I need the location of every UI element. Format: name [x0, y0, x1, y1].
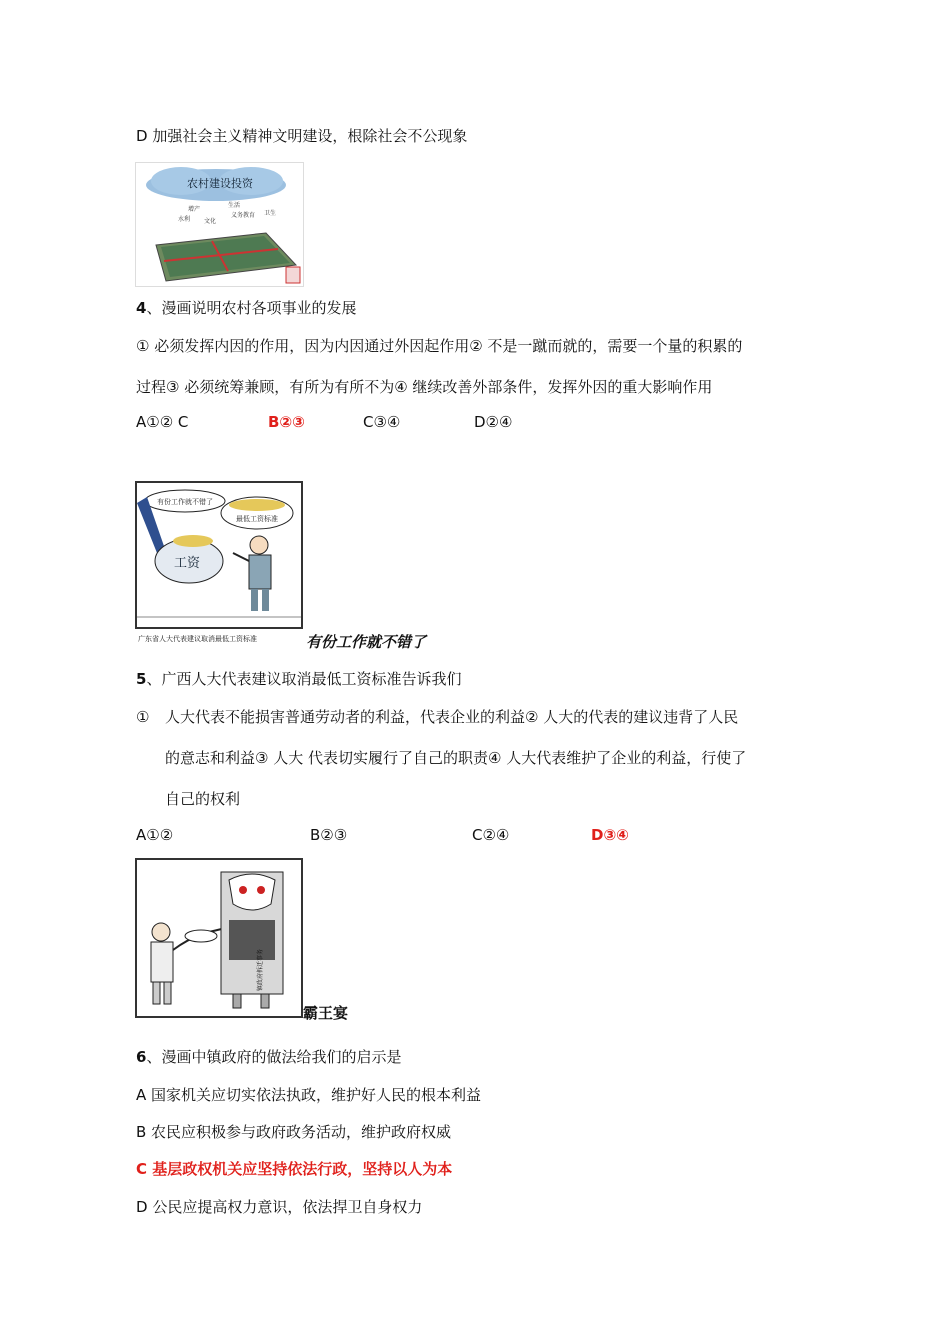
q5-option-c: C②④	[472, 826, 510, 844]
svg-text:最低工资标准: 最低工资标准	[236, 515, 278, 523]
svg-text:镇政府拆迁事务: 镇政府拆迁事务	[257, 948, 264, 992]
svg-text:水利: 水利	[178, 216, 191, 223]
cartoon2-caption: 广东省人大代表建议取消最低工资标准	[138, 635, 257, 643]
q6-option-b: B 农民应积极参与政府政务活动，维护政府权威	[136, 1123, 452, 1141]
q5-option-a: A①②	[136, 826, 174, 844]
svg-text:有份工作就不错了: 有份工作就不错了	[157, 498, 213, 506]
q6-option-c-answer: C 基层政权机关应坚持依法行政，坚持以人为本	[136, 1160, 453, 1178]
q6-stem: 6、漫画中镇政府的做法给我们的启示是	[136, 1048, 402, 1066]
q4-stem: 4、漫画说明农村各项事业的发展	[136, 299, 357, 317]
q4-statements-line2: 过程③ 必须统筹兼顾，有所为有所不为④ 继续改善外部条件，发挥外因的重大影响作用	[136, 378, 713, 396]
q5-marker: ①	[136, 708, 150, 726]
cartoon-hongmen-banquet	[135, 858, 303, 1018]
q4-option-c: C③④	[363, 413, 401, 431]
q5-statements-line3: 自己的权利	[165, 790, 241, 808]
q5-stem: 5、广西人大代表建议取消最低工资标准告诉我们	[136, 670, 462, 688]
q5-option-d-answer: D③④	[591, 826, 629, 844]
q4-option-b-answer: B②③	[268, 413, 305, 431]
cartoon3-title: 霸王宴	[303, 1004, 349, 1022]
q5-statements-line2: 的意志和利益③ 人大 代表切实履行了自己的职责④ 人大代表维护了企业的利益，行使了	[165, 749, 747, 767]
svg-text:工资: 工资	[173, 556, 201, 571]
q4-option-d: D②④	[474, 413, 513, 431]
q4-statements-line1: ① 必须发挥内因的作用，因为内因通过外因起作用② 不是一蹴而就的，需要一个量的积累的	[136, 337, 743, 355]
svg-text:文化: 文化	[204, 218, 217, 225]
cartoon2-title: 有份工作就不错了	[306, 633, 427, 651]
cartoon-rural-investment	[135, 162, 304, 287]
q5-option-b: B②③	[310, 826, 348, 844]
svg-text:卫生: 卫生	[264, 210, 277, 217]
svg-text:增产: 增产	[188, 206, 201, 213]
svg-text:生活: 生活	[228, 202, 241, 209]
cloud-text: 农村建设投资	[187, 177, 253, 190]
q3-option-d: D 加强社会主义精神文明建设，根除社会不公现象	[136, 127, 468, 145]
q5-statements-line1: 人大代表不能损害普通劳动者的利益，代表企业的利益② 人大的代表的建议违背了人民	[165, 708, 739, 726]
q6-option-d: D 公民应提高权力意识，依法捍卫自身权力	[136, 1198, 423, 1216]
svg-text:义务教育: 义务教育	[231, 212, 256, 219]
q4-option-a: A①② C	[136, 413, 189, 431]
q6-option-a: A 国家机关应切实依法执政，维护好人民的根本利益	[136, 1086, 482, 1104]
cartoon-minimum-wage	[135, 481, 303, 629]
